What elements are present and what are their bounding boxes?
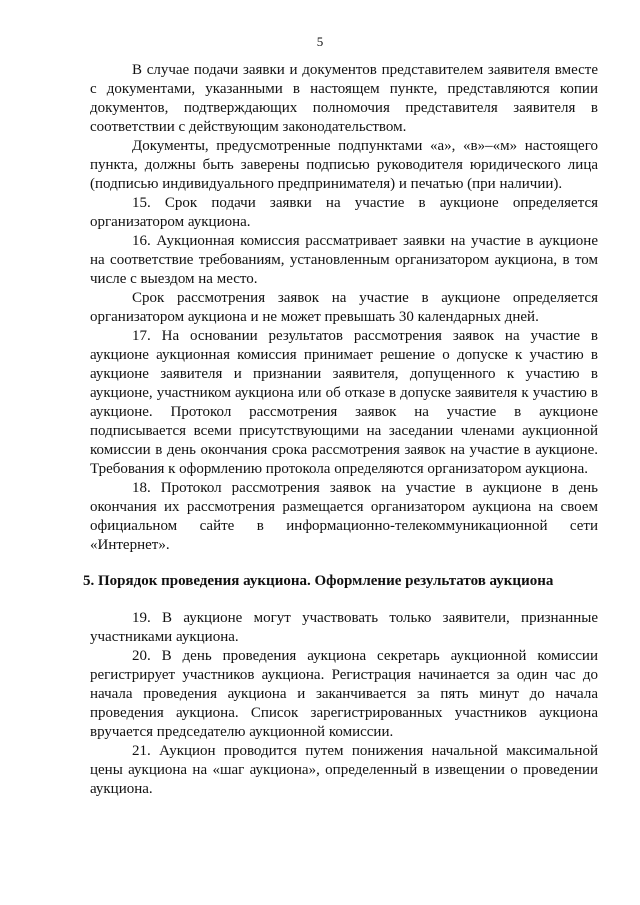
- paragraph-representative-documents: В случае подачи заявки и документов представителем заявителя вместе с документами, указанными в настоящем пункте, представляются копии документов, подтверждающих полномочия представителя заявителя в соответствии с действующим законодательством.: [90, 62, 598, 135]
- paragraph-17-admission-decision: 17. На основании результатов рассмотрения заявок на участие в аукционе аукционная комиссия принимает решение о допуске к участию в аукционе заявителя и признании заявителя, допущенного к участию в аукционе, участником аукциона или об отказе в допуске заявителя к участию в аукционе. Протокол рассмотрения заявок на участие в аукционе подписывается всеми присутствующими на заседании членами аукционной комиссии в день окончания срока рассмотрения заявок на участие в аукционе. Требования к оформлению протокола определяются организатором аукциона.: [90, 328, 598, 477]
- document-body: [83, 61, 598, 799]
- paragraph-review-period: Срок рассмотрения заявок на участие в аукционе определяется организатором аукциона и не может превышать 30 календарных дней.: [90, 290, 598, 325]
- paragraph-20-registration: 20. В день проведения аукциона секретарь аукционной комиссии регистрирует участников аукциона. Регистрация начинается за один час до начала проведения аукциона и заканчивается за пять минут до начала проведения аукциона. Список зарегистрированных участников аукциона вручается председателю аукционной комиссии.: [90, 648, 598, 740]
- section-heading: 5. Порядок проведения аукциона. Оформление результатов аукциона: [83, 573, 554, 589]
- paragraph-19-participants: 19. В аукционе могут участвовать только заявители, признанные участниками аукциона.: [90, 610, 598, 645]
- paragraph-18-protocol-publication: 18. Протокол рассмотрения заявок на участие в аукционе в день окончания их рассмотрения размещается организатором аукциона на своем официальном сайте в информационно-телекоммуникационной сети «Интернет».: [90, 480, 598, 553]
- page-number: 5: [316, 34, 324, 49]
- paragraph-21-auction-procedure: 21. Аукцион проводится путем понижения начальной максимальной цены аукциона на «шаг аукциона», определенный в извещении о проведении аукциона.: [90, 743, 598, 797]
- paragraph-document-certification: Документы, предусмотренные подпунктами «а», «в»–«м» настоящего пункта, должны быть заверены подписью руководителя юридического лица (подписью индивидуального предпринимателя) и печатью (при наличии).: [90, 138, 598, 192]
- paragraph-16-commission-review: 16. Аукционная комиссия рассматривает заявки на участие в аукционе на соответствие требованиям, установленным организатором аукциона, в том числе с выездом на место.: [90, 233, 598, 287]
- paragraph-15-deadline: 15. Срок подачи заявки на участие в аукционе определяется организатором аукциона.: [90, 195, 598, 230]
